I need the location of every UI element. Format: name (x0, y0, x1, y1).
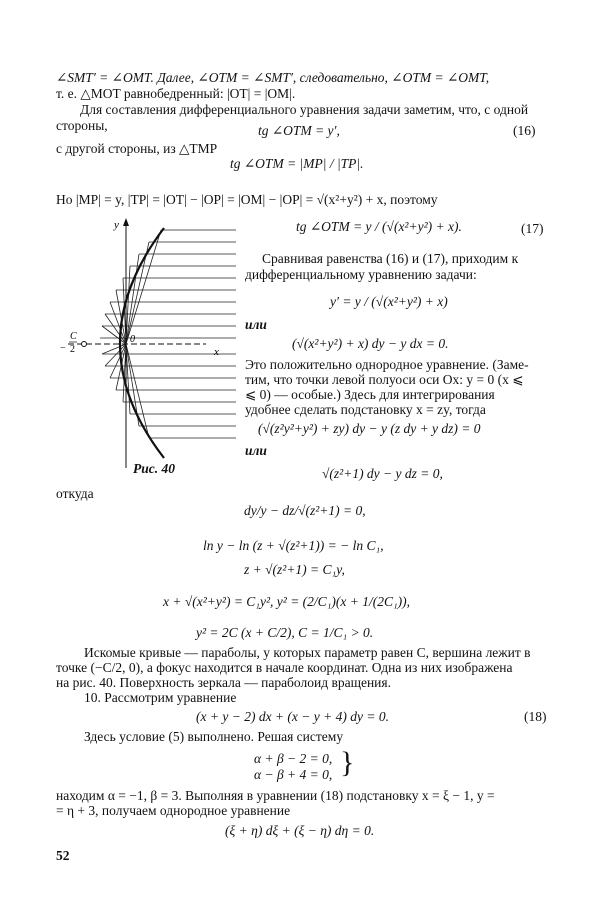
system-brace: } (340, 746, 355, 779)
equation-18: (x + y − 2) dx + (x − y + 4) dy = 0. (196, 709, 389, 724)
vertex-label-minus: − (60, 343, 66, 354)
paragraph-line-1: Искомые кривые — параболы, у которых параметр равен C, вершина лежит в (84, 645, 531, 660)
equation-final: (ξ + η) dξ + (ξ − η) dη = 0. (225, 823, 375, 838)
y-axis-arrow-icon (123, 218, 129, 226)
right-text-1: Сравнивая равенства (16) и (17), приходим к (262, 251, 519, 266)
figure-caption: Рис. 40 (133, 461, 175, 476)
equation-integral-5: y² = 2C (x + C/2), C = 1/C₁ > 0. (196, 625, 374, 640)
paragraph-line-2: точке (−C/2, 0), а фокус находится в начале координат. Одна из них изображена (56, 660, 513, 675)
equation-integral-4: x + √(x²+y²) = C₁y², y² = (2/C₁)(x + 1/(2C₁)), (163, 594, 411, 609)
axis-label-x: x (214, 346, 219, 358)
equation-separable: √(z²+1) dy − y dz = 0, (322, 466, 443, 481)
equation-integral-1: dy/y − dz/√(z²+1) = 0, (244, 503, 366, 518)
equation-diff-2: (√(x²+y²) + x) dy − y dx = 0. (292, 336, 449, 351)
right-text-4: тим, что точки левой полуоси оси Ox: y = 0 (x ⩽ (245, 372, 524, 387)
right-text-6: удобнее сделать подстановку x = zy, тогда (245, 402, 486, 417)
right-text-5: ⩽ 0) — особые.) Здесь для интегрирования (245, 387, 495, 402)
paragraph-line-4: 10. Рассмотрим уравнение (84, 690, 237, 705)
text-line-5: с другой стороны, из △TMP (56, 141, 218, 156)
equation-tmp: tg ∠OTM = |MP| / |TP|. (230, 156, 364, 171)
text-line-2: т. е. △MOT равнобедренный: |OT| = |OM|. (56, 86, 296, 101)
equation-18-number: (18) (524, 709, 547, 724)
vertex-point (82, 342, 87, 347)
text-line-4: стороны, (56, 118, 108, 133)
equation-16-number: (16) (513, 123, 536, 138)
page-number: 52 (56, 848, 70, 863)
system-equation-2: α − β + 4 = 0, (254, 767, 333, 782)
figure-40 (56, 218, 241, 478)
equation-diff: y′ = y / (√(x²+y²) + x) (330, 294, 448, 309)
text-line-3: Для составления дифференциального уравнения задачи заметим, что, с одной (80, 102, 529, 117)
right-or-2: или (245, 443, 267, 458)
right-text-2: дифференциальному уравнению задачи: (245, 267, 477, 282)
equation-17-number: (17) (521, 221, 544, 236)
text-line-1: ∠SMT′ = ∠OMT. Далее, ∠OTM = ∠SMT′, следовательно, ∠OTM = ∠OMT, (56, 70, 490, 85)
equation-integral-3: z + √(z²+1) = C₁y, (244, 562, 345, 577)
system-equation-1: α + β − 2 = 0, (254, 751, 333, 766)
text-line-7: Но |MP| = y, |TP| = |OT| − |OP| = |OM| − |OP| = √(x²+y²) + x, поэтому (56, 192, 438, 207)
right-or-1: или (245, 317, 267, 332)
text-otkuda: откуда (56, 486, 94, 501)
right-text-3: Это положительно однородное уравнение. (Заме- (245, 357, 529, 372)
axis-label-y: y (114, 219, 119, 231)
vertex-label-denominator: 2 (70, 344, 75, 355)
paragraph-line-7: = η + 3, получаем однородное уравнение (56, 803, 291, 818)
equation-substitution: (√(z²y²+y²) + zy) dy − y (z dy + y dz) = 0 (258, 421, 481, 436)
equation-16: tg ∠OTM = y′, (258, 123, 340, 138)
equation-integral-2: ln y − ln (z + √(z²+1)) = − ln C₁, (203, 538, 384, 553)
equation-17: tg ∠OTM = y / (√(x²+y²) + x). (296, 219, 462, 234)
paragraph-line-3: на рис. 40. Поверхность зеркала — параболоид вращения. (56, 675, 391, 690)
origin-label: 0 (130, 334, 135, 345)
paragraph-line-5: Здесь условие (5) выполнено. Решая систему (84, 729, 344, 744)
paragraph-line-6: находим α = −1, β = 3. Выполняя в уравнении (18) подстановку x = ξ − 1, y = (56, 788, 495, 803)
vertex-label-numerator: C (70, 331, 77, 342)
